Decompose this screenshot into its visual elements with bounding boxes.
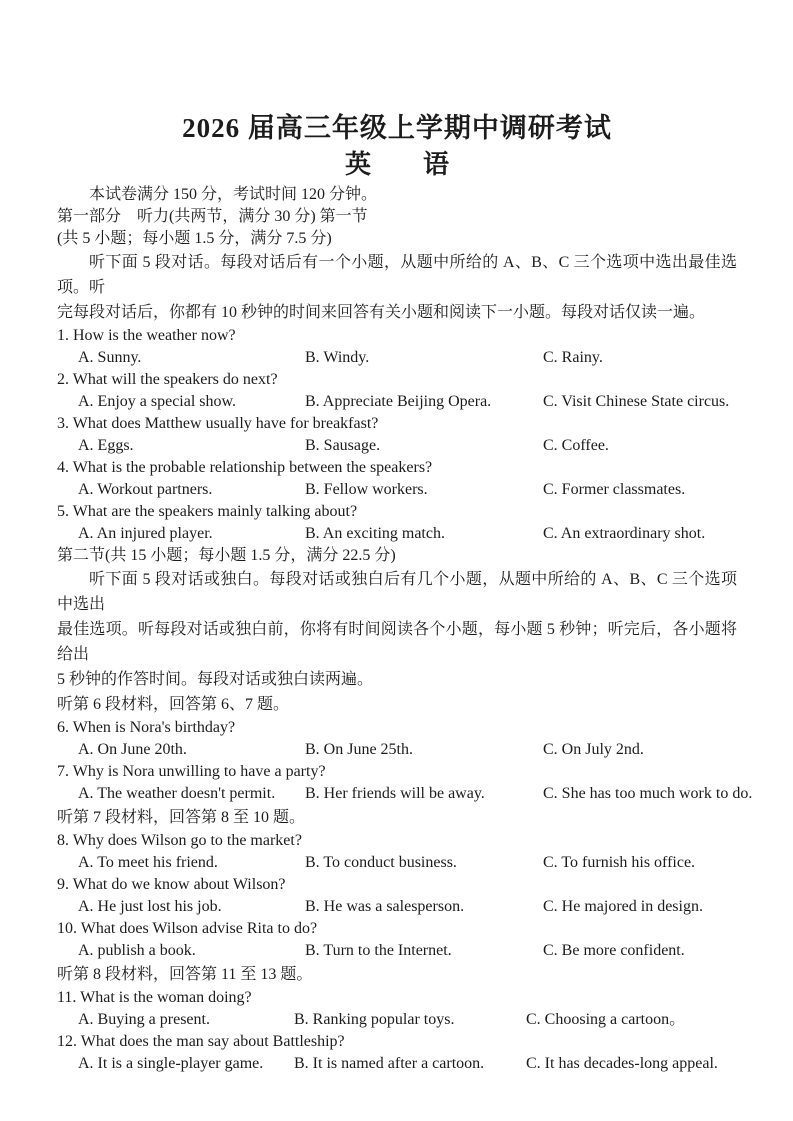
question-text: What does Wilson advise Rita to do? <box>80 920 318 937</box>
question-number: 11. <box>57 989 77 1006</box>
question-9-options <box>57 896 737 918</box>
question-number: 7. <box>57 763 69 780</box>
question-11-options <box>57 1009 737 1031</box>
option-b: B. An exciting match. <box>305 525 445 542</box>
option-c: C. Former classmates. <box>543 481 686 498</box>
option-a: A. To meet his friend. <box>78 854 218 871</box>
question-text: What are the speakers mainly talking about? <box>72 503 358 520</box>
question-number: 10. <box>57 920 77 937</box>
option-b: B. He was a salesperson. <box>305 898 465 915</box>
section2-instructions-line1: 听下面 5 段对话或独白。每段对话或独白后有几个小题，从题中所给的 A、B、C 三个选项中选出 <box>57 571 737 613</box>
option-a: A. Eggs. <box>78 437 134 454</box>
material-note-8: 听第 8 段材料，回答第 11 至 13 题。 <box>57 966 313 983</box>
question-text: Why does Wilson go to the market? <box>72 832 302 849</box>
option-a: A. Buying a present. <box>78 1011 210 1028</box>
option-c: C. She has too much work to do. <box>543 785 753 802</box>
question-1 <box>57 325 737 347</box>
section2-instructions-line3: 5 秒钟的作答时间。每段对话或独白读两遍。 <box>57 671 374 688</box>
question-7 <box>57 761 737 783</box>
question-2 <box>57 369 737 391</box>
option-b: B. Sausage. <box>305 437 381 454</box>
question-number: 1. <box>57 327 69 344</box>
option-a: A. Workout partners. <box>78 481 213 498</box>
option-a: A. On June 20th. <box>78 741 187 758</box>
question-8 <box>57 830 737 852</box>
question-text: What does Matthew usually have for breakfast? <box>72 415 379 432</box>
section1-instructions-line2: 完每段对话后，你都有 10 秒钟的时间来回答有关小题和阅读下一小题。每段对话仅读一遍。 <box>57 304 706 321</box>
option-a: A. An injured player. <box>78 525 213 542</box>
question-6-options <box>57 739 737 761</box>
question-number: 4. <box>57 459 69 476</box>
section2-heading: 第二节(共 15 小题；每小题 1.5 分，满分 22.5 分) <box>57 547 396 564</box>
option-c: C. He majored in design. <box>543 898 703 915</box>
section1-scoring: (共 5 小题；每小题 1.5 分，满分 7.5 分) <box>57 230 332 247</box>
option-b: B. On June 25th. <box>305 741 413 758</box>
question-4 <box>57 457 737 479</box>
question-number: 2. <box>57 371 69 388</box>
exam-title: 2026 届高三年级上学期中调研考试 <box>182 113 612 143</box>
question-8-options <box>57 852 737 874</box>
question-text: What will the speakers do next? <box>72 371 278 388</box>
option-c: C. Choosing a cartoon。 <box>526 1011 686 1028</box>
question-2-options <box>57 391 737 413</box>
option-a: A. Enjoy a special show. <box>78 393 237 410</box>
question-text: When is Nora's birthday? <box>72 719 236 736</box>
option-a: A. The weather doesn't permit. <box>78 785 276 802</box>
question-1-options <box>57 347 737 369</box>
option-b: B. Her friends will be away. <box>305 785 485 802</box>
question-5 <box>57 501 737 523</box>
exam-subject: 英 语 <box>344 150 449 179</box>
question-10-options <box>57 940 737 962</box>
section1-instructions-line1: 听下面 5 段对话。每段对话后有一个小题，从题中所给的 A、B、C 三个选项中选出最佳选项。听 <box>57 254 737 296</box>
option-a: A. Sunny. <box>78 349 142 366</box>
section2-instructions-line2: 最佳选项。听每段对话或独白前，你将有时间阅读各个小题，每小题 5 秒钟；听完后，各小题将给出 <box>57 621 737 663</box>
question-9 <box>57 874 737 896</box>
material-note-6: 听第 6 段材料，回答第 6、7 题。 <box>57 696 290 713</box>
question-text: What do we know about Wilson? <box>72 876 286 893</box>
question-text: What is the probable relationship between the speakers? <box>72 459 433 476</box>
option-a: A. He just lost his job. <box>78 898 222 915</box>
option-c: C. Visit Chinese State circus. <box>543 393 730 410</box>
option-c: C. On July 2nd. <box>543 741 644 758</box>
question-number: 3. <box>57 415 69 432</box>
option-c: C. To furnish his office. <box>543 854 696 871</box>
exam-info: 本试卷满分 150 分，考试时间 120 分钟。 <box>89 186 378 203</box>
option-c: C. An extraordinary shot. <box>543 525 706 542</box>
question-6 <box>57 717 737 739</box>
question-12-options <box>57 1053 737 1075</box>
question-7-options <box>57 783 753 805</box>
option-c: C. Coffee. <box>543 437 609 454</box>
question-10 <box>57 918 737 940</box>
option-c: C. Rainy. <box>543 349 603 366</box>
question-text: Why is Nora unwilling to have a party? <box>72 763 326 780</box>
question-text: What does the man say about Battleship? <box>80 1033 345 1050</box>
part1-heading: 第一部分 听力(共两节，满分 30 分) 第一节 <box>57 208 368 225</box>
question-3 <box>57 413 737 435</box>
question-number: 12. <box>57 1033 77 1050</box>
question-text: What is the woman doing? <box>80 989 252 1006</box>
option-b: B. Fellow workers. <box>305 481 428 498</box>
option-b: B. Turn to the Internet. <box>305 942 452 959</box>
question-number: 8. <box>57 832 69 849</box>
question-number: 6. <box>57 719 69 736</box>
option-b: B. It is named after a cartoon. <box>294 1055 485 1072</box>
material-note-7: 听第 7 段材料，回答第 8 至 10 题。 <box>57 809 306 826</box>
option-c: C. Be more confident. <box>543 942 685 959</box>
question-12 <box>57 1031 737 1053</box>
option-c: C. It has decades-long appeal. <box>526 1055 718 1072</box>
option-b: B. Ranking popular toys. <box>294 1011 455 1028</box>
question-text: How is the weather now? <box>73 327 236 344</box>
question-3-options <box>57 435 737 457</box>
question-11 <box>57 987 737 1009</box>
option-a: A. It is a single-player game. <box>78 1055 264 1072</box>
option-b: B. Windy. <box>305 349 370 366</box>
option-a: A. publish a book. <box>78 942 196 959</box>
question-5-options <box>57 523 737 545</box>
question-number: 5. <box>57 503 69 520</box>
question-4-options <box>57 479 737 501</box>
question-number: 9. <box>57 876 69 893</box>
option-b: B. Appreciate Beijing Opera. <box>305 393 492 410</box>
option-b: B. To conduct business. <box>305 854 457 871</box>
